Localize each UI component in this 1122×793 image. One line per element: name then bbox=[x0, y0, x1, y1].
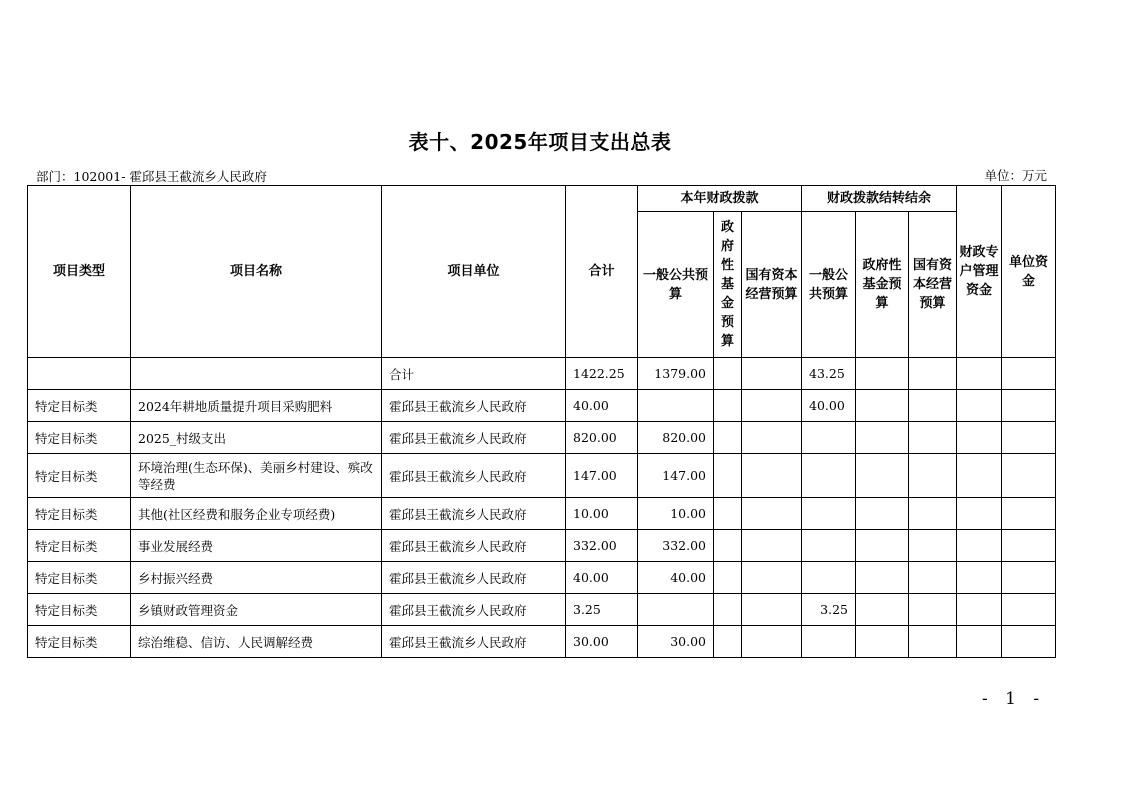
cell-unit: 霍邱县王截流乡人民政府 bbox=[382, 626, 566, 658]
cell-co-gov-fund bbox=[856, 422, 909, 454]
table-row bbox=[28, 562, 1056, 594]
cell-unit-funds bbox=[1002, 454, 1056, 498]
cell-gov-fund bbox=[714, 390, 742, 422]
cell-general-public: 332.00 bbox=[638, 530, 714, 562]
cell-unit: 霍邱县王截流乡人民政府 bbox=[382, 562, 566, 594]
cell-state-capital bbox=[742, 498, 802, 530]
cell-co-general-public bbox=[802, 530, 856, 562]
cell-state-capital bbox=[742, 390, 802, 422]
cell-special-account bbox=[957, 422, 1002, 454]
cell-co-general-public bbox=[802, 422, 856, 454]
cell-name bbox=[131, 358, 382, 390]
cell-co-gov-fund bbox=[856, 454, 909, 498]
cell-co-general-public: 40.00 bbox=[802, 390, 856, 422]
cell-total: 30.00 bbox=[566, 626, 638, 658]
department-label: 部门：102001- 霍邱县王截流乡人民政府 bbox=[36, 169, 267, 184]
cell-name: 其他(社区经费和服务企业专项经费) bbox=[131, 498, 382, 530]
header-co-gov-fund: 政府性基金预算 bbox=[856, 212, 909, 358]
cell-total: 147.00 bbox=[566, 454, 638, 498]
cell-state-capital bbox=[742, 530, 802, 562]
cell-special-account bbox=[957, 358, 1002, 390]
cell-type: 特定目标类 bbox=[28, 626, 131, 658]
cell-special-account bbox=[957, 594, 1002, 626]
cell-co-state-capital bbox=[909, 454, 957, 498]
cell-general-public bbox=[638, 390, 714, 422]
cell-general-public: 40.00 bbox=[638, 562, 714, 594]
cell-name: 乡村振兴经费 bbox=[131, 562, 382, 594]
cell-unit-funds bbox=[1002, 562, 1056, 594]
cell-total: 40.00 bbox=[566, 562, 638, 594]
cell-unit: 霍邱县王截流乡人民政府 bbox=[382, 390, 566, 422]
cell-general-public: 30.00 bbox=[638, 626, 714, 658]
header-gov-fund: 政府性基金预算 bbox=[714, 212, 742, 358]
cell-name: 乡镇财政管理资金 bbox=[131, 594, 382, 626]
cell-co-gov-fund bbox=[856, 498, 909, 530]
cell-type: 特定目标类 bbox=[28, 530, 131, 562]
cell-co-general-public: 3.25 bbox=[802, 594, 856, 626]
cell-gov-fund bbox=[714, 530, 742, 562]
cell-co-general-public bbox=[802, 498, 856, 530]
cell-type bbox=[28, 358, 131, 390]
cell-special-account bbox=[957, 530, 1002, 562]
table-row bbox=[28, 594, 1056, 626]
page-number: - 1 - bbox=[982, 689, 1046, 709]
cell-special-account bbox=[957, 562, 1002, 594]
table-row bbox=[28, 530, 1056, 562]
cell-state-capital bbox=[742, 626, 802, 658]
cell-name: 2025_村级支出 bbox=[131, 422, 382, 454]
cell-total: 1422.25 bbox=[566, 358, 638, 390]
cell-co-gov-fund bbox=[856, 594, 909, 626]
cell-state-capital bbox=[742, 454, 802, 498]
cell-type: 特定目标类 bbox=[28, 498, 131, 530]
table-total-row bbox=[28, 358, 1056, 390]
cell-special-account bbox=[957, 626, 1002, 658]
table-row bbox=[28, 422, 1056, 454]
cell-unit: 霍邱县王截流乡人民政府 bbox=[382, 530, 566, 562]
cell-co-state-capital bbox=[909, 562, 957, 594]
cell-co-gov-fund bbox=[856, 358, 909, 390]
cell-state-capital bbox=[742, 562, 802, 594]
cell-co-general-public bbox=[802, 562, 856, 594]
cell-name: 综治维稳、信访、人民调解经费 bbox=[131, 626, 382, 658]
header-general-public: 一般公共预算 bbox=[638, 212, 714, 358]
cell-general-public: 10.00 bbox=[638, 498, 714, 530]
table-row bbox=[28, 626, 1056, 658]
header-co-general-public: 一般公共预算 bbox=[802, 212, 856, 358]
cell-unit-funds bbox=[1002, 422, 1056, 454]
cell-co-state-capital bbox=[909, 390, 957, 422]
cell-type: 特定目标类 bbox=[28, 422, 131, 454]
cell-unit: 霍邱县王截流乡人民政府 bbox=[382, 422, 566, 454]
cell-type: 特定目标类 bbox=[28, 454, 131, 498]
cell-total: 820.00 bbox=[566, 422, 638, 454]
table-row bbox=[28, 498, 1056, 530]
header-state-capital: 国有资本经营预算 bbox=[742, 212, 802, 358]
cell-gov-fund bbox=[714, 562, 742, 594]
cell-co-state-capital bbox=[909, 594, 957, 626]
header-total: 合计 bbox=[566, 186, 638, 358]
header-unit-funds: 单位资金 bbox=[1002, 186, 1056, 358]
cell-state-capital bbox=[742, 422, 802, 454]
header-project-unit: 项目单位 bbox=[382, 186, 566, 358]
cell-unit-funds bbox=[1002, 390, 1056, 422]
cell-special-account bbox=[957, 454, 1002, 498]
cell-unit: 霍邱县王截流乡人民政府 bbox=[382, 498, 566, 530]
cell-general-public: 147.00 bbox=[638, 454, 714, 498]
header-carryover-group: 财政拨款结转结余 bbox=[802, 186, 957, 212]
cell-co-general-public bbox=[802, 454, 856, 498]
cell-co-gov-fund bbox=[856, 562, 909, 594]
table-row bbox=[28, 390, 1056, 422]
table-row bbox=[28, 454, 1056, 498]
header-current-year-group: 本年财政拨款 bbox=[638, 186, 802, 212]
header-special-account: 财政专户管理资金 bbox=[957, 186, 1002, 358]
cell-unit: 合计 bbox=[382, 358, 566, 390]
header-project-name: 项目名称 bbox=[131, 186, 382, 358]
unit-label: 单位：万元 bbox=[984, 168, 1047, 183]
cell-general-public: 1379.00 bbox=[638, 358, 714, 390]
cell-gov-fund bbox=[714, 498, 742, 530]
cell-state-capital bbox=[742, 358, 802, 390]
cell-gov-fund bbox=[714, 594, 742, 626]
cell-co-state-capital bbox=[909, 530, 957, 562]
cell-co-general-public: 43.25 bbox=[802, 358, 856, 390]
cell-unit: 霍邱县王截流乡人民政府 bbox=[382, 454, 566, 498]
cell-type: 特定目标类 bbox=[28, 562, 131, 594]
cell-type: 特定目标类 bbox=[28, 390, 131, 422]
cell-total: 3.25 bbox=[566, 594, 638, 626]
cell-name: 2024年耕地质量提升项目采购肥料 bbox=[131, 390, 382, 422]
cell-co-general-public bbox=[802, 626, 856, 658]
cell-unit-funds bbox=[1002, 530, 1056, 562]
cell-special-account bbox=[957, 498, 1002, 530]
header-co-state-capital: 国有资本经营预算 bbox=[909, 212, 957, 358]
cell-total: 332.00 bbox=[566, 530, 638, 562]
cell-gov-fund bbox=[714, 454, 742, 498]
project-expenditure-table bbox=[27, 185, 1056, 658]
cell-co-gov-fund bbox=[856, 530, 909, 562]
cell-co-state-capital bbox=[909, 358, 957, 390]
cell-unit: 霍邱县王截流乡人民政府 bbox=[382, 594, 566, 626]
cell-co-gov-fund bbox=[856, 390, 909, 422]
cell-total: 40.00 bbox=[566, 390, 638, 422]
cell-co-state-capital bbox=[909, 422, 957, 454]
cell-gov-fund bbox=[714, 422, 742, 454]
header-project-type: 项目类型 bbox=[28, 186, 131, 358]
cell-unit-funds bbox=[1002, 358, 1056, 390]
page-title: 表十、2025年项目支出总表 bbox=[408, 130, 672, 154]
cell-general-public: 820.00 bbox=[638, 422, 714, 454]
cell-name: 环境治理(生态环保)、美丽乡村建设、殡改等经费 bbox=[131, 454, 382, 498]
cell-state-capital bbox=[742, 594, 802, 626]
cell-type: 特定目标类 bbox=[28, 594, 131, 626]
cell-gov-fund bbox=[714, 358, 742, 390]
cell-unit-funds bbox=[1002, 626, 1056, 658]
cell-special-account bbox=[957, 390, 1002, 422]
cell-co-state-capital bbox=[909, 498, 957, 530]
cell-co-state-capital bbox=[909, 626, 957, 658]
cell-total: 10.00 bbox=[566, 498, 638, 530]
cell-co-gov-fund bbox=[856, 626, 909, 658]
cell-name: 事业发展经费 bbox=[131, 530, 382, 562]
cell-unit-funds bbox=[1002, 594, 1056, 626]
cell-unit-funds bbox=[1002, 498, 1056, 530]
cell-gov-fund bbox=[714, 626, 742, 658]
cell-general-public bbox=[638, 594, 714, 626]
